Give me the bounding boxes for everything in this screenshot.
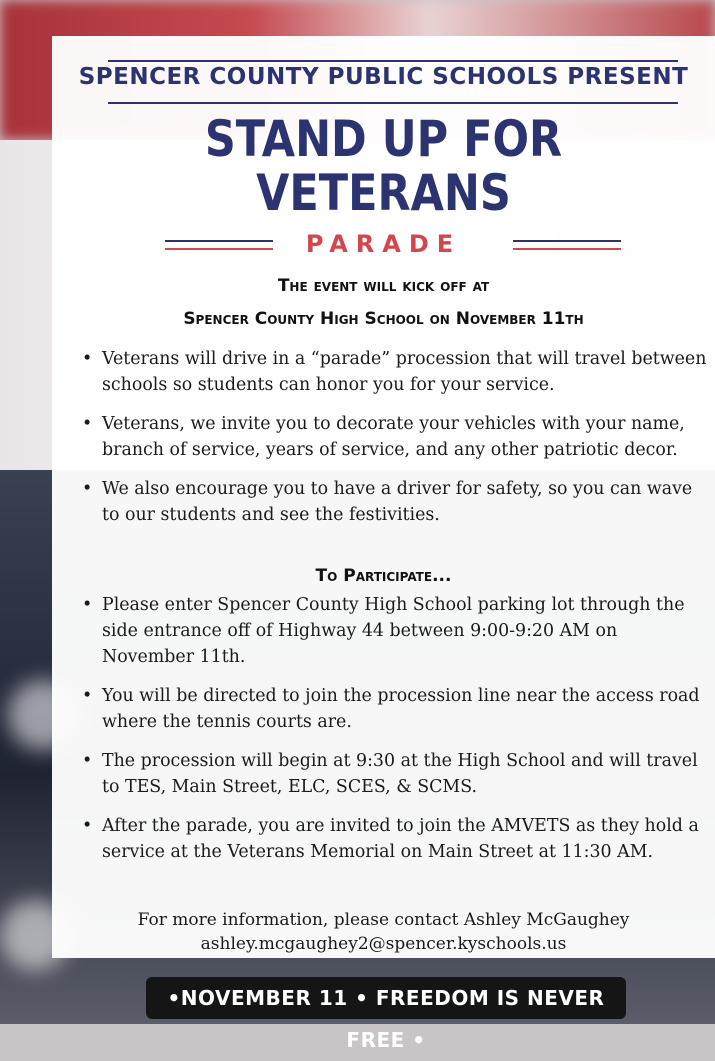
top-rule [108, 60, 678, 62]
parade-label: PARADE [305, 230, 462, 258]
contact-email: ashley.mcgaughey2@spencer.kyschools.us [200, 934, 567, 954]
footer-banner: •NOVEMBER 11 • FREEDOM IS NEVER FREE • [146, 977, 626, 1019]
right-navy-line [513, 240, 621, 242]
title-line-2: VETERANS [256, 164, 511, 222]
presenter-rule [108, 102, 678, 104]
participate-heading: To Participate... [315, 566, 452, 586]
list-item: • Veterans will drive in a “parade” procession that will travel between schools so students can honor you for your service. [82, 346, 712, 398]
list-item: • Please enter Spencer County High School parking lot through the side entrance off of Highway 44 between 9:00-9:20 AM on November 11th. [82, 592, 712, 670]
info-list [82, 346, 712, 541]
list-item: • We also encourage you to have a driver for safety, so you can wave to our students and see the festivities. [82, 476, 712, 528]
presenter-heading: SPENCER COUNTY PUBLIC SCHOOLS PRESENT [78, 64, 689, 90]
contact-info [52, 908, 715, 956]
kickoff-line-2: Spencer County High School on November 11th [183, 309, 584, 329]
list-item: • You will be directed to join the procession line near the access road where the tennis courts are. [82, 683, 712, 735]
contact-line: For more information, please contact Ashley McGaughey [137, 910, 630, 930]
list-item: • After the parade, you are invited to join the AMVETS as they hold a service at the Veterans Memorial on Main Street at 11:30 AM. [82, 813, 712, 865]
list-item: • Veterans, we invite you to decorate your vehicles with your name, branch of service, years of service, and any other patriotic decor. [82, 411, 712, 463]
right-red-line [513, 248, 621, 250]
title-line-1: STAND UP FOR [204, 110, 563, 168]
participate-list [82, 592, 712, 878]
list-item: • The procession will begin at 9:30 at the High School and will travel to TES, Main Street, ELC, SCES, & SCMS. [82, 748, 712, 800]
kickoff-line-1: The event will kick off at [277, 276, 490, 296]
